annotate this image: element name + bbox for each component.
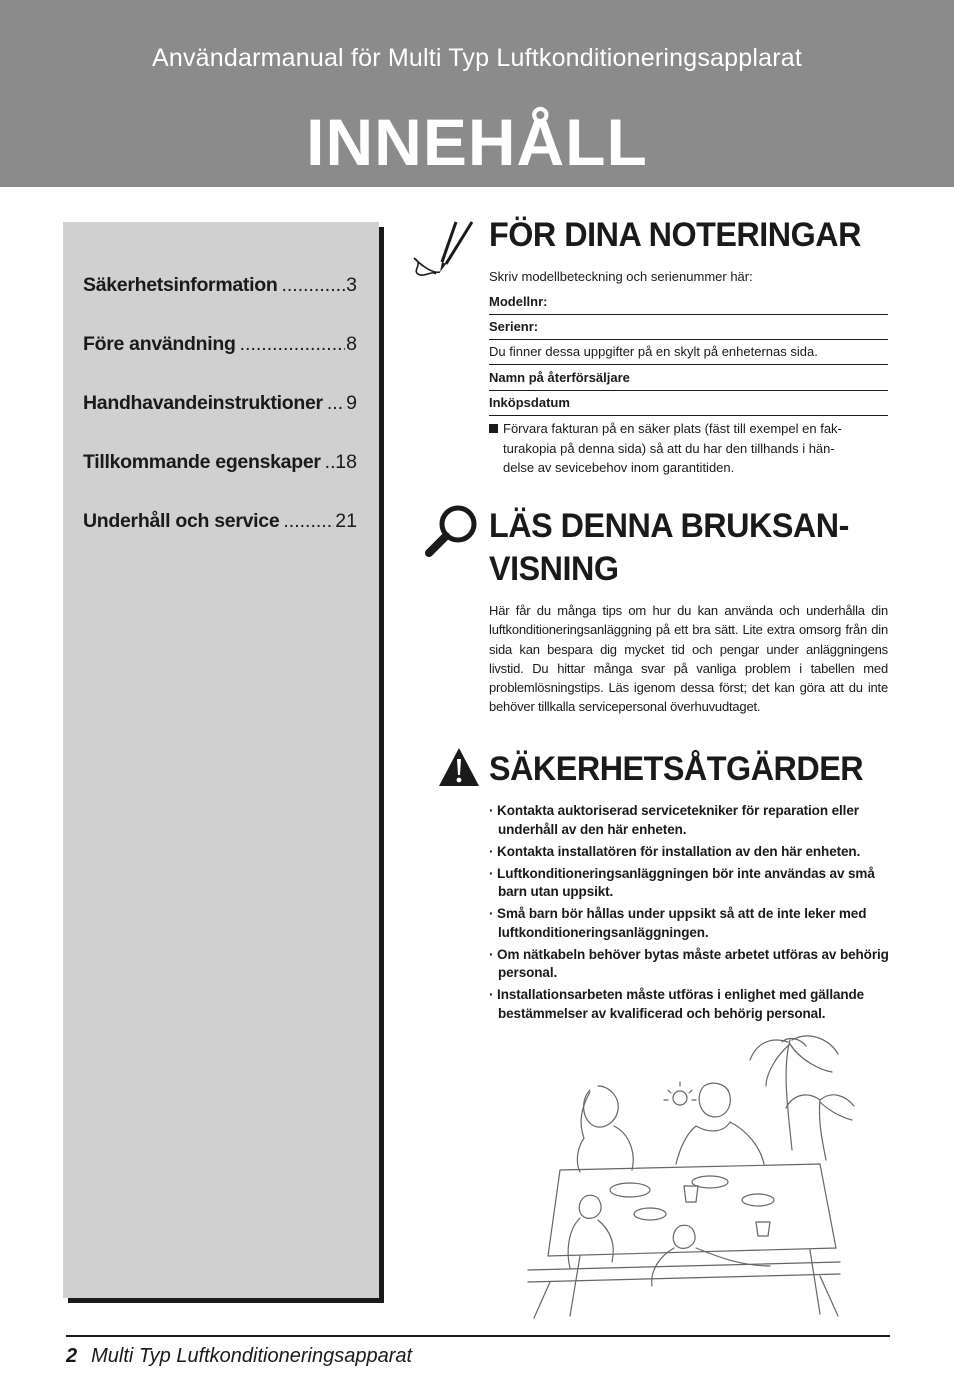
invoice-note-line: turakopia på denna sida) så att du har den tillhands i hän- bbox=[503, 440, 835, 456]
toc-label: Underhåll och service bbox=[83, 510, 280, 532]
safety-title: SÄKERHETSÅTGÄRDER bbox=[489, 750, 864, 788]
toc-leader bbox=[279, 510, 334, 533]
page-header bbox=[0, 0, 954, 187]
safety-item: · Små barn bör hållas under uppsikt så att de inte leker med luftkonditioneringsanläggningen. bbox=[489, 905, 889, 942]
serial-number-field[interactable]: Serienr: bbox=[489, 317, 888, 340]
toc-item-handhavandeinstruktioner[interactable] bbox=[83, 392, 357, 415]
page-footer bbox=[66, 1345, 412, 1368]
toc-leader bbox=[236, 333, 346, 356]
pen-icon bbox=[406, 218, 478, 280]
footer-rule bbox=[66, 1335, 890, 1337]
bullet-square-icon bbox=[489, 424, 498, 433]
safety-item: · Kontakta installatören för installation av den här enheten. bbox=[489, 843, 889, 862]
toc-label: Före användning bbox=[83, 333, 236, 355]
safety-item: · Kontakta auktoriserad servicetekniker för reparation eller underhåll av den här enheten. bbox=[489, 802, 889, 839]
safety-item: · Installationsarbeten måste utföras i enlighet med gällande bestämmelser av kvalificerad och behörig personal. bbox=[489, 986, 889, 1023]
dealer-name-field[interactable]: Namn på återförsäljare bbox=[489, 368, 888, 391]
table-of-contents bbox=[63, 222, 379, 1298]
warning-icon bbox=[437, 746, 481, 788]
manual-subtitle: Användarmanual för Multi Typ Luftkonditioneringsapplarat bbox=[151, 44, 802, 72]
toc-label: Tillkommande egenskaper bbox=[83, 451, 321, 473]
safety-item: · Om nätkabeln behöver bytas måste arbetet utföras av behörig personal. bbox=[489, 946, 889, 983]
toc-label: Säkerhetsinformation bbox=[83, 274, 278, 296]
toc-leader bbox=[323, 392, 345, 415]
toc-page-number: 18 bbox=[335, 451, 357, 473]
model-number-field[interactable]: Modellnr: bbox=[489, 292, 888, 315]
read-body: Här får du många tips om hur du kan använda och underhålla din luftkonditioneringsanläggning på ett bra sätt. Lite extra omsorg från din sida kan bespara dig mycket tid och pengar under anläggningens livstid. Du hittar många svar på vanliga problem i tabellen med problemlösningstips. Läs igenom dessa först; det kan göra att du inte behöver tillkalla servicepersonal överhuvudtaget. bbox=[489, 603, 888, 715]
family-picnic-illustration bbox=[520, 1030, 860, 1320]
notes-location-text: Du finner dessa uppgifter på en skylt på enheternas sida. bbox=[489, 342, 888, 365]
page-title: INNEHÅLL bbox=[306, 105, 648, 179]
toc-label: Handhavandeinstruktioner bbox=[83, 392, 323, 414]
invoice-note bbox=[489, 419, 884, 478]
invoice-note-line: delse av sevicebehov inom garantitiden. bbox=[503, 460, 735, 475]
read-title-line2: VISNING bbox=[489, 550, 619, 588]
toc-page-number: 9 bbox=[346, 392, 357, 414]
toc-page-number: 3 bbox=[346, 274, 357, 296]
notes-intro: Skriv modellbeteckning och serienummer här: bbox=[489, 269, 753, 284]
purchase-date-field[interactable]: Inköpsdatum bbox=[489, 393, 888, 416]
safety-item: · Luftkonditioneringsanläggningen bör inte användas av små barn utan uppsikt. bbox=[489, 865, 889, 902]
toc-leader bbox=[321, 451, 335, 474]
invoice-note-line: Förvara fakturan på en säker plats (fäst till exempel en fak- bbox=[503, 421, 842, 436]
toc-item-underhall-och-service[interactable] bbox=[83, 510, 357, 533]
toc-item-tillkommande-egenskaper[interactable] bbox=[83, 451, 357, 474]
toc-leader bbox=[277, 274, 345, 297]
notes-title: FÖR DINA NOTERINGAR bbox=[489, 216, 861, 254]
toc-item-fore-anvandning[interactable] bbox=[83, 333, 357, 356]
magnifier-icon bbox=[420, 502, 482, 560]
safety-list bbox=[489, 802, 889, 1027]
read-title-line1: LÄS DENNA BRUKSAN- bbox=[489, 507, 849, 545]
toc-page-number: 21 bbox=[335, 510, 357, 532]
toc-item-sakerhetsinformation[interactable] bbox=[83, 274, 357, 297]
toc-page-number: 8 bbox=[346, 333, 357, 355]
footer-page-number: 2 bbox=[66, 1345, 78, 1367]
footer-text: Multi Typ Luftkonditioneringsapparat bbox=[91, 1345, 413, 1367]
